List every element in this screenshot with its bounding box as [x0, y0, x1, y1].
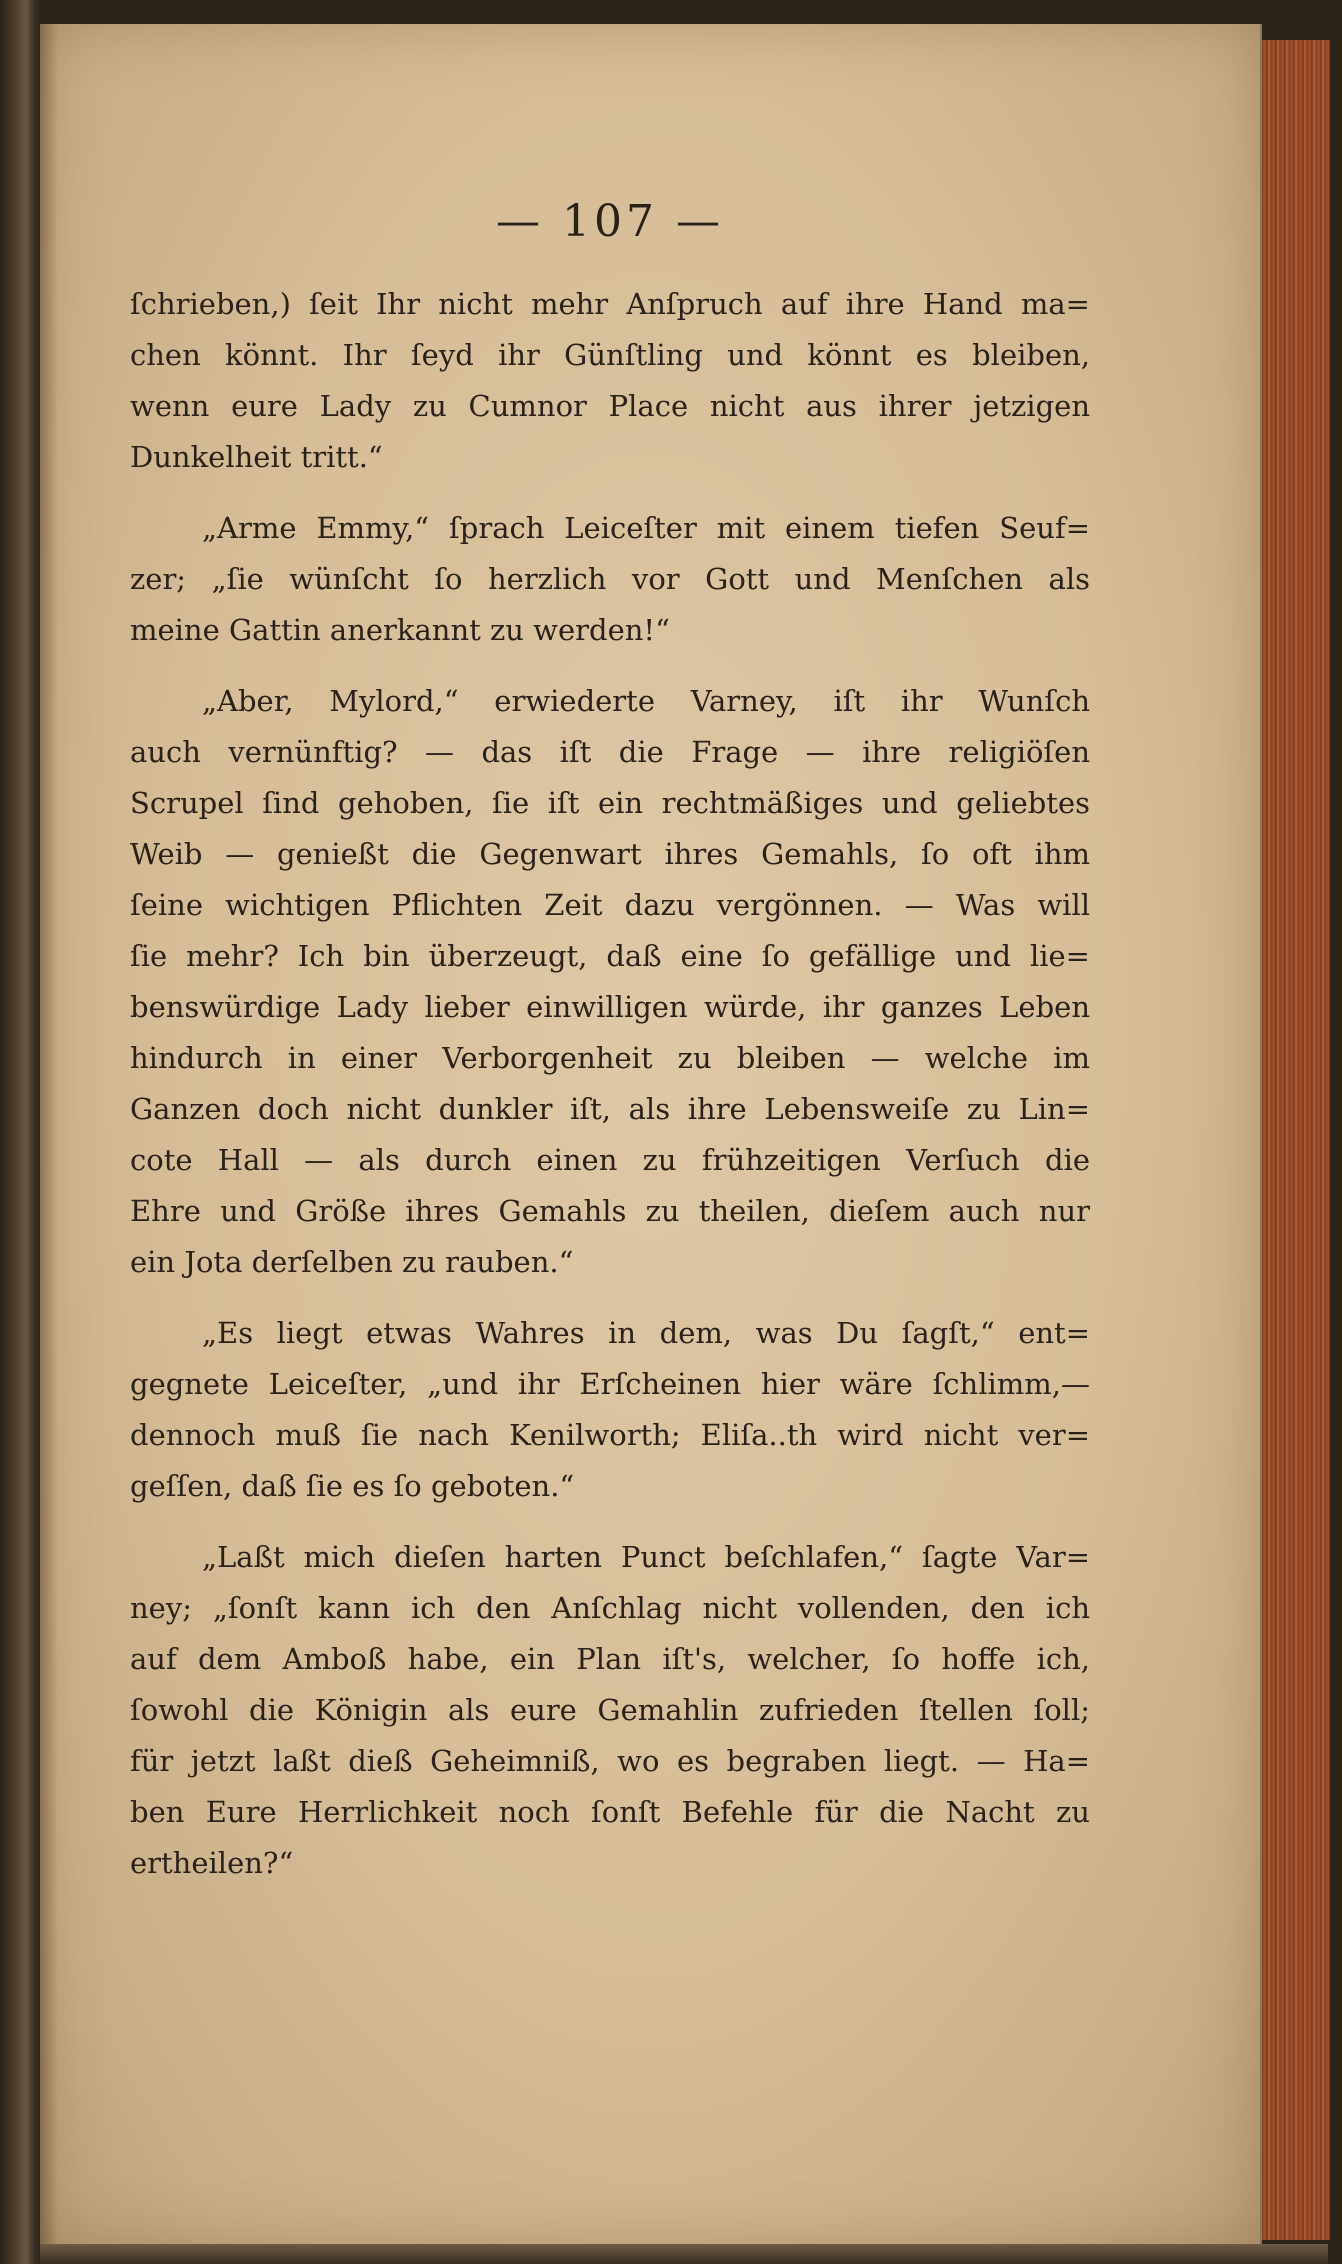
text-line: gegnete Leiceſter, „und ihr Erſcheinen hier wäre ſchlimm,—	[130, 1367, 1090, 1401]
text-line: dennoch muß ſie nach Kenilworth; Eliſa..th wird nicht ver=	[130, 1418, 1090, 1452]
text-line: benswürdige Lady lieber einwilligen würde, ihr ganzes Leben	[130, 990, 1090, 1024]
text-line: Scrupel ſind gehoben, ſie iſt ein rechtmäßiges und geliebtes	[130, 786, 1090, 820]
text-line: Dunkelheit tritt.“	[130, 440, 383, 474]
paragraph-5	[130, 1532, 1090, 1889]
text-line: meine Gattin anerkannt zu werden!“	[130, 613, 670, 647]
text-line: ein Jota derſelben zu rauben.“	[130, 1245, 574, 1279]
text-line: Weib — genießt die Gegenwart ihres Gemahls, ſo oft ihm	[130, 837, 1090, 871]
paragraph-4	[130, 1308, 1090, 1512]
text-line: cote Hall — als durch einen zu frühzeitigen Verſuch die	[130, 1143, 1090, 1177]
paragraph-1	[130, 279, 1090, 483]
text-line: „Laßt mich dieſen harten Punct beſchlafen,“ ſagte Var=	[202, 1540, 1090, 1574]
text-line: für jetzt laßt dieß Geheimniß, wo es begraben liegt. — Ha=	[130, 1744, 1090, 1778]
page-text	[130, 195, 1090, 1909]
text-line: Ehre und Größe ihres Gemahls zu theilen, dieſem auch nur	[130, 1194, 1090, 1228]
text-line: chen könnt. Ihr ſeyd ihr Günſtling und könnt es bleiben,	[130, 338, 1090, 372]
text-line: Ganzen doch nicht dunkler iſt, als ihre Lebensweiſe zu Lin=	[130, 1092, 1090, 1126]
text-line: geſſen, daß ſie es ſo geboten.“	[130, 1469, 575, 1503]
text-line: ſeine wichtigen Pflichten Zeit dazu vergönnen. — Was will	[130, 888, 1090, 922]
paragraph-2	[130, 503, 1090, 656]
text-line: ſie mehr? Ich bin überzeugt, daß eine ſo gefällige und lie=	[130, 939, 1090, 973]
text-line: „Es liegt etwas Wahres in dem, was Du ſagſt,“ ent=	[202, 1316, 1090, 1350]
text-line: zer; „ſie wünſcht ſo herzlich vor Gott und Menſchen als	[130, 562, 1090, 596]
text-line: ertheilen?“	[130, 1846, 294, 1880]
text-line: wenn eure Lady zu Cumnor Place nicht aus ihrer jetzigen	[130, 389, 1090, 423]
text-line: „Aber, Mylord,“ erwiederte Varney, iſt ihr Wunſch	[202, 684, 1090, 718]
text-line: hindurch in einer Verborgenheit zu bleiben — welche im	[130, 1041, 1090, 1075]
text-line: „Arme Emmy,“ ſprach Leiceſter mit einem tiefen Seuf=	[202, 511, 1090, 545]
text-line: auch vernünftig? — das iſt die Frage — ihre religiöſen	[130, 735, 1090, 769]
page-fore-edge	[1260, 40, 1330, 2240]
text-line: ney; „ſonſt kann ich den Anſchlag nicht vollenden, den ich	[130, 1591, 1090, 1625]
text-line: auf dem Amboß habe, ein Plan iſt's, welcher, ſo hoffe ich,	[130, 1642, 1090, 1676]
text-line: ben Eure Herrlichkeit noch ſonſt Befehle für die Nacht zu	[130, 1795, 1090, 1829]
paragraph-3	[130, 676, 1090, 1288]
page-bottom-edge	[40, 2244, 1328, 2264]
text-line: ſowohl die Königin als eure Gemahlin zufrieden ſtellen ſoll;	[130, 1693, 1090, 1727]
text-line: ſchrieben,) ſeit Ihr nicht mehr Anſpruch auf ihre Hand ma=	[130, 287, 1090, 321]
page-number: — 107 —	[496, 196, 724, 247]
